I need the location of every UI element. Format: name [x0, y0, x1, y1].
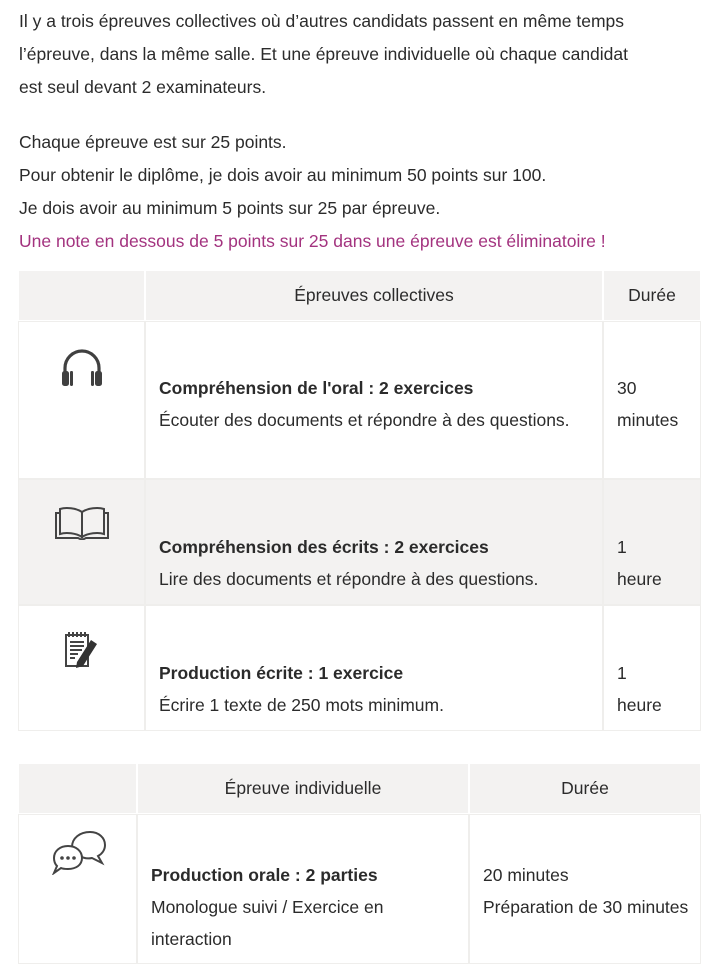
rule-eliminatory-warning: Une note en dessous de 5 points sur 25 dans une épreuve est éliminatoire !: [19, 231, 606, 251]
header-duration-column: Durée: [604, 271, 700, 320]
duration-value: 30: [617, 378, 637, 398]
duration-cell: [470, 815, 700, 963]
open-book-icon: [19, 480, 144, 540]
exam-description: Lire des documents et répondre à des questions.: [159, 569, 539, 589]
page-content: [0, 0, 712, 258]
header-icon-column: [19, 764, 136, 813]
table-header-row: [19, 764, 700, 813]
duration-unit: heure: [617, 569, 662, 589]
intro-paragraph: [19, 0, 712, 104]
exam-description: Monologue suivi / Exercice en interaction: [151, 897, 384, 949]
preparation-time: Préparation de 30 minutes: [483, 897, 689, 917]
table-row: [19, 606, 700, 730]
exam-title: Compréhension des écrits : 2 exercices: [159, 537, 489, 557]
icon-cell: [19, 480, 144, 604]
duration-value: 1: [617, 663, 627, 683]
icon-cell: [19, 606, 144, 730]
intro-line-1: Il y a trois épreuves collectives où d’autres candidats passent en même temps: [19, 11, 625, 31]
table-header-row: [19, 271, 700, 320]
exam-cell: [138, 815, 468, 963]
table-row: [19, 480, 700, 604]
duration-value: 1: [617, 537, 627, 557]
exam-cell: [146, 606, 602, 730]
table-row: [19, 815, 700, 963]
exam-title: Production écrite : 1 exercice: [159, 663, 404, 683]
header-icon-column: [19, 271, 144, 320]
intro-line-2: l’épreuve, dans la même salle. Et une épreuve individuelle où chaque candidat: [19, 44, 629, 64]
header-exam-column: Épreuve individuelle: [138, 764, 468, 813]
collective-exams-table: [17, 269, 702, 732]
intro-line-3: est seul devant 2 examinateurs.: [19, 77, 267, 97]
individual-exam-table: [17, 762, 702, 965]
exam-description: Écouter des documents et répondre à des questions.: [159, 410, 570, 430]
headphones-icon: [19, 322, 144, 388]
exam-title: Production orale : 2 parties: [151, 865, 378, 885]
duration-unit: heure: [617, 695, 662, 715]
exam-cell: [146, 322, 602, 478]
duration-unit: minutes: [617, 410, 679, 430]
duration-cell: [604, 480, 700, 604]
icon-cell: [19, 815, 136, 963]
exam-description: Écrire 1 texte de 250 mots minimum.: [159, 695, 444, 715]
exam-cell: [146, 480, 602, 604]
rule-minimum: Je dois avoir au minimum 5 points sur 25 par épreuve.: [19, 198, 441, 218]
rule-points: Chaque épreuve est sur 25 points.: [19, 132, 287, 152]
duration-value: 20 minutes: [483, 865, 569, 885]
header-exam-column: Épreuves collectives: [146, 271, 602, 320]
rule-diploma: Pour obtenir le diplôme, je dois avoir au minimum 50 points sur 100.: [19, 165, 547, 185]
notepad-pencil-icon: [19, 606, 144, 670]
header-duration-column: Durée: [470, 764, 700, 813]
table-row: [19, 322, 700, 478]
duration-cell: [604, 606, 700, 730]
exam-title: Compréhension de l'oral : 2 exercices: [159, 378, 474, 398]
speech-bubbles-icon: [19, 815, 136, 875]
icon-cell: [19, 322, 144, 478]
rules-block: [19, 126, 712, 258]
duration-cell: [604, 322, 700, 478]
